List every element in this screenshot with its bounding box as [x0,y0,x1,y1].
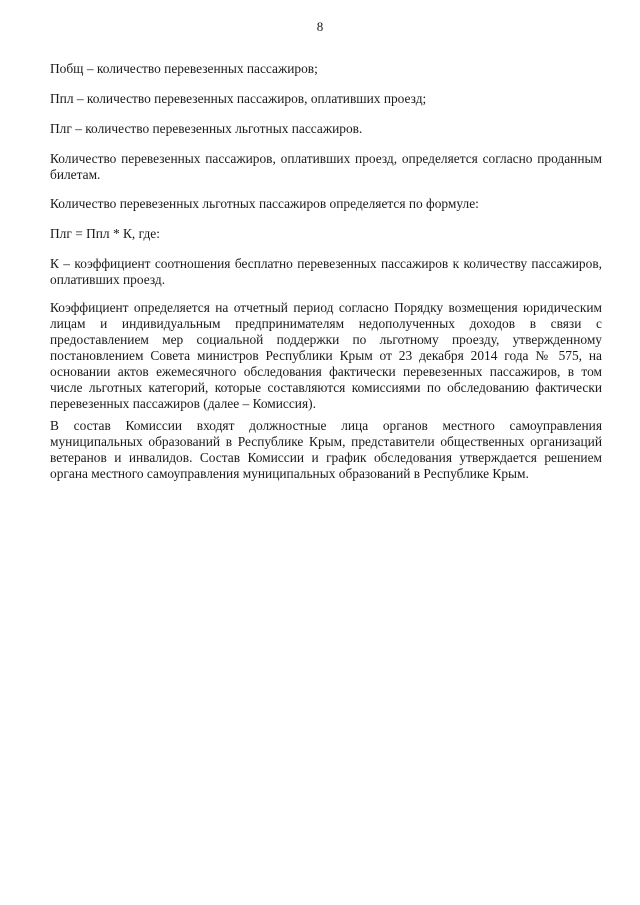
definition-paid-passengers: Ппл – количество перевезенных пассажиров, оплативших проезд; [50,91,427,106]
formula-intro: Количество перевезенных льготных пассажиров определяется по формуле: [50,196,479,211]
paid-passengers-paragraph: Количество перевезенных пассажиров, оплативших проезд, определяется согласно проданным билетам. [50,151,602,182]
coefficient-definition: К – коэффициент соотношения бесплатно перевезенных пассажиров к количеству пассажиров, оплативших проезд. [50,256,602,287]
commission-paragraph: В состав Комиссии входят должностные лица органов местного самоуправления муниципальных образований в Республике Крым, представители общественных организаций ветеранов и инвалидов. Состав Комиссии и график обследования утверждается решением органа местного самоуправления муниципальных образований в Республике Крым. [50,418,602,481]
page-number: 8 [316,19,324,34]
coefficient-paragraph: Коэффициент определяется на отчетный период согласно Порядку возмещения юридическим лицам и индивидуальным предпринимателям недополученных доходов в связи с предоставлением мер социальной поддержки по льготному проезду, утвержденному постановлением Совета министров Республики Крым от 23 декабря 2014 года № 575, на основании актов ежемесячного обследования фактически перевезенных пассажиров, в том числе льготных категорий, которые составляются комиссиями по обследованию фактически перевезенных пассажиров (далее – Комиссия). [50,300,602,411]
definition-total-passengers: Побщ – количество перевезенных пассажиров; [50,61,318,76]
formula: Плг = Ппл * К, где: [50,226,160,241]
definition-privileged-passengers: Плг – количество перевезенных льготных пассажиров. [50,121,363,136]
